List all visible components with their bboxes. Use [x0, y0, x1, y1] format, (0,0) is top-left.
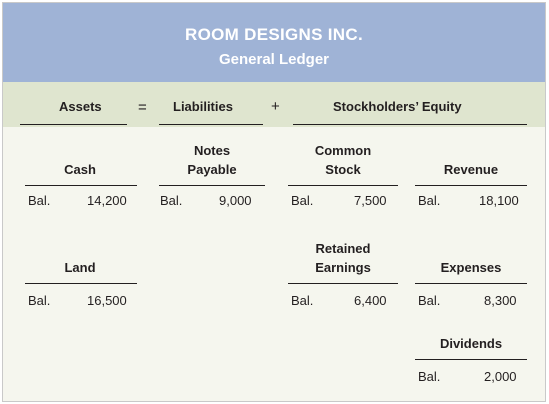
expenses-balance: 8,300 — [484, 293, 517, 308]
revenue-bal-label: Bal. — [418, 193, 441, 208]
notes-bal-label: Bal. — [160, 193, 183, 208]
account-title-retained-line2: Earnings — [315, 260, 371, 275]
land-balance: 16,500 — [87, 293, 127, 308]
account-title-dividends: Dividends — [439, 336, 503, 351]
cash-bal-label: Bal. — [28, 193, 51, 208]
equation-assets: Assets — [59, 99, 102, 114]
dividends-balance: 2,000 — [484, 369, 517, 384]
account-title-expenses: Expenses — [440, 260, 502, 275]
assets-underline — [20, 124, 127, 125]
ledger-subtitle: General Ledger — [218, 51, 330, 68]
cash-balance: 14,200 — [87, 193, 127, 208]
t-account-rule-dividends — [415, 359, 527, 360]
account-title-common-line1: Common — [314, 143, 372, 158]
company-title: ROOM DESIGNS INC. — [185, 25, 363, 44]
t-account-rule-notes — [159, 185, 265, 186]
retained-balance: 6,400 — [354, 293, 387, 308]
equation-liabilities: Liabilities — [173, 99, 233, 114]
equation-equals-sign: = — [138, 99, 147, 116]
t-account-rule-retained — [288, 283, 398, 284]
land-bal-label: Bal. — [28, 293, 51, 308]
t-account-rule-revenue — [415, 185, 527, 186]
account-title-notes-line1: Notes — [193, 143, 231, 158]
account-title-cash: Cash — [64, 162, 96, 177]
expenses-bal-label: Bal. — [418, 293, 441, 308]
revenue-balance: 18,100 — [479, 193, 519, 208]
t-account-rule-land — [25, 283, 137, 284]
ledger-figure — [2, 2, 546, 402]
retained-bal-label: Bal. — [291, 293, 314, 308]
account-title-revenue: Revenue — [443, 162, 499, 177]
dividends-bal-label: Bal. — [418, 369, 441, 384]
account-title-common-line2: Stock — [325, 162, 361, 177]
t-account-rule-cash — [25, 185, 137, 186]
equity-underline — [293, 124, 527, 125]
t-account-rule-common — [288, 185, 398, 186]
common-bal-label: Bal. — [291, 193, 314, 208]
common-balance: 7,500 — [354, 193, 387, 208]
accounting-equation-bar — [3, 82, 545, 127]
liabilities-underline — [159, 124, 263, 125]
account-title-land: Land — [64, 260, 96, 275]
account-title-notes-line2: Payable — [187, 162, 237, 177]
account-title-retained-line1: Retained — [315, 241, 371, 256]
equation-equity: Stockholders’ Equity — [333, 99, 462, 114]
header-band — [3, 3, 545, 82]
t-account-rule-expenses — [415, 283, 527, 284]
notes-balance: 9,000 — [219, 193, 252, 208]
equation-plus-sign: + — [271, 98, 280, 115]
